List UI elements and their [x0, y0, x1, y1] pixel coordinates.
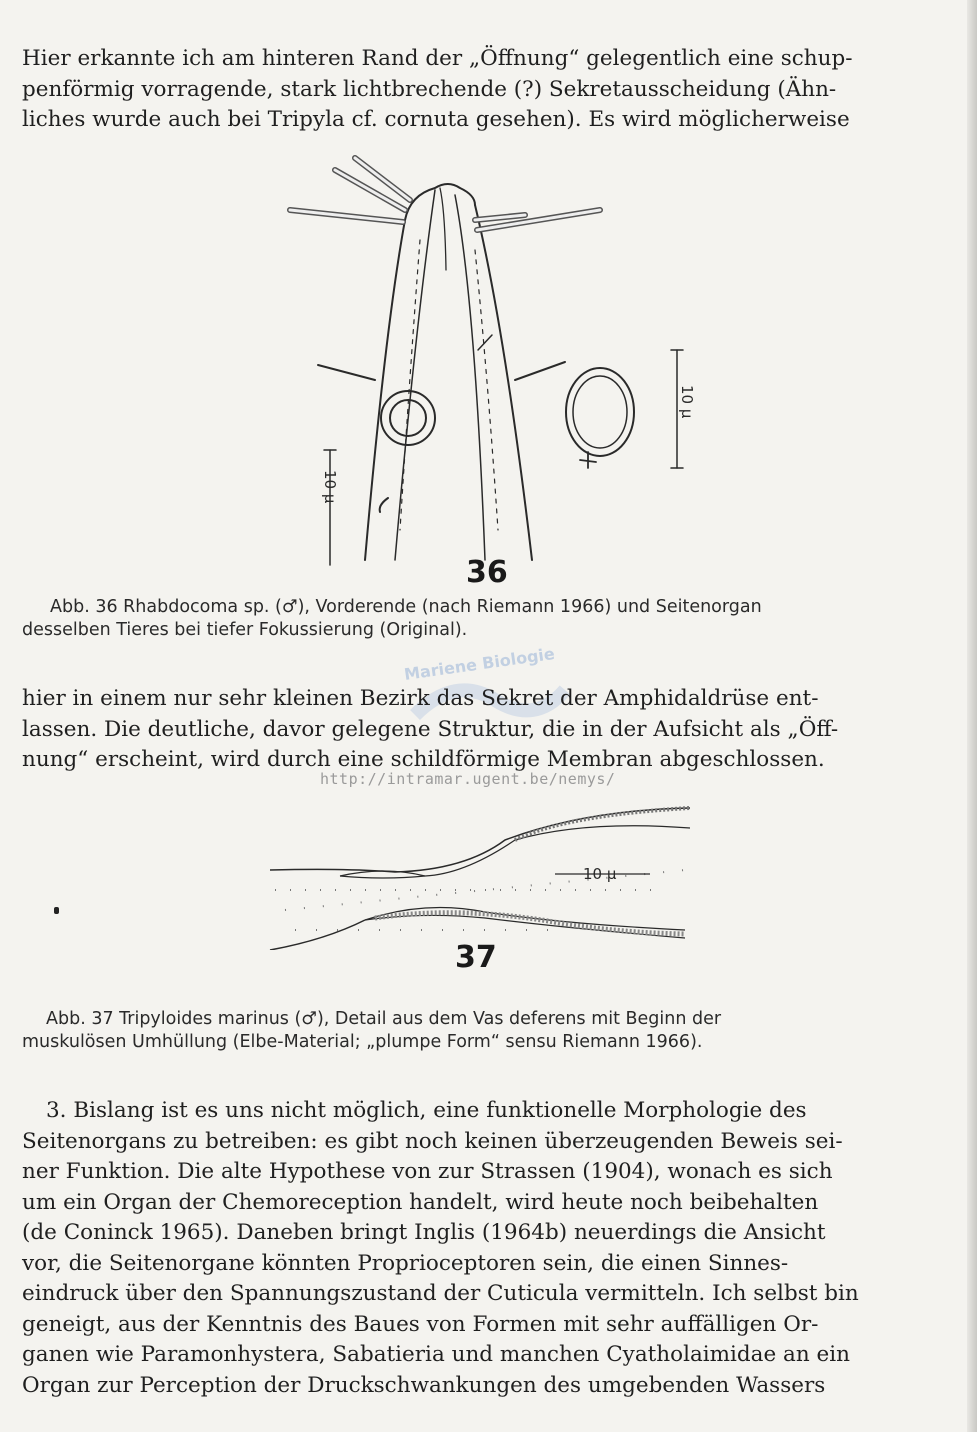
caption-37 — [22, 1008, 951, 1054]
scale-label-left: 10 μ — [321, 470, 339, 504]
figure-37-drawing — [265, 800, 695, 950]
paragraph-1 — [22, 44, 948, 136]
caption-line: Abb. 37 Tripyloides marinus (♂), Detail aus dem Vas deferens mit Beginn der — [46, 1009, 722, 1029]
page-edge — [967, 0, 977, 1432]
figure-36-number: 36 — [466, 555, 508, 590]
text-line: vor, die Seitenorgane könnten Proprioceptoren sein, die einen Sinnes- — [22, 1250, 789, 1276]
caption-line: desselben Tieres bei tiefer Fokussierung (Original). — [22, 620, 468, 640]
caption-36 — [22, 596, 950, 642]
watermark-url: http://intramar.ugent.be/nemys/ — [320, 770, 616, 788]
text-line: um ein Organ der Chemoreception handelt, wird heute noch beibehalten — [22, 1189, 819, 1215]
text-line: Organ zur Perception der Druckschwankungen des umgebenden Wassers — [22, 1372, 826, 1398]
scale-label: 10 μ — [583, 865, 617, 883]
watermark-logo-text: Mariene Biologie — [402, 644, 556, 684]
text-line: eindruck über den Spannungszustand der Cuticula vermitteln. Ich selbst bin — [22, 1281, 859, 1306]
stray-mark — [54, 907, 59, 914]
text-line: hier in einem nur sehr kleinen Bezirk das Sekret der Amphidaldrüse ent- — [22, 686, 819, 711]
figure-37-number: 37 — [455, 940, 497, 975]
text-line: ner Funktion. Die alte Hypothese von zur Strassen (1904), wonach es sich — [22, 1159, 833, 1184]
text-line: nung“ erscheint, wird durch eine schildförmige Membran abgeschlossen. — [22, 747, 825, 772]
text-line: ganen wie Paramonhystera, Sabatieria und manchen Cyatholaimidae an ein — [22, 1342, 850, 1367]
caption-line: muskulösen Umhüllung (Elbe-Material; „plumpe Form“ sensu Riemann 1966). — [22, 1032, 703, 1052]
scale-label-right: 10 μ — [678, 385, 696, 419]
caption-line: Abb. 36 Rhabdocoma sp. (♂), Vorderende (nach Riemann 1966) und Seitenorgan — [50, 597, 762, 617]
text-line: 3. Bislang ist es uns nicht möglich, eine funktionelle Morphologie des — [46, 1098, 807, 1123]
paragraph-3 — [22, 1096, 948, 1401]
text-line: Seitenorgans zu betreiben: es gibt noch keinen überzeugenden Beweis sei- — [22, 1128, 843, 1154]
paragraph-2 — [22, 684, 948, 776]
text-line: geneigt, aus der Kenntnis des Baues von Formen mit sehr auffälligen Or- — [22, 1311, 819, 1337]
text-line: Hier erkannte ich am hinteren Rand der „Öffnung“ gelegentlich eine schup- — [22, 46, 853, 71]
text-line: liches wurde auch bei Tripyla cf. cornuta gesehen). Es wird möglicherweise — [22, 107, 850, 132]
text-line: penförmig vorragende, stark lichtbrechende (?) Sekretausscheidung (Ähn- — [22, 76, 837, 102]
figure-36-drawing — [270, 150, 710, 570]
text-line: (de Coninck 1965). Daneben bringt Inglis (1964b) neuerdings die Ansicht — [22, 1220, 826, 1245]
text-line: lassen. Die deutliche, davor gelegene Struktur, die in der Aufsicht als „Öff- — [22, 716, 839, 742]
